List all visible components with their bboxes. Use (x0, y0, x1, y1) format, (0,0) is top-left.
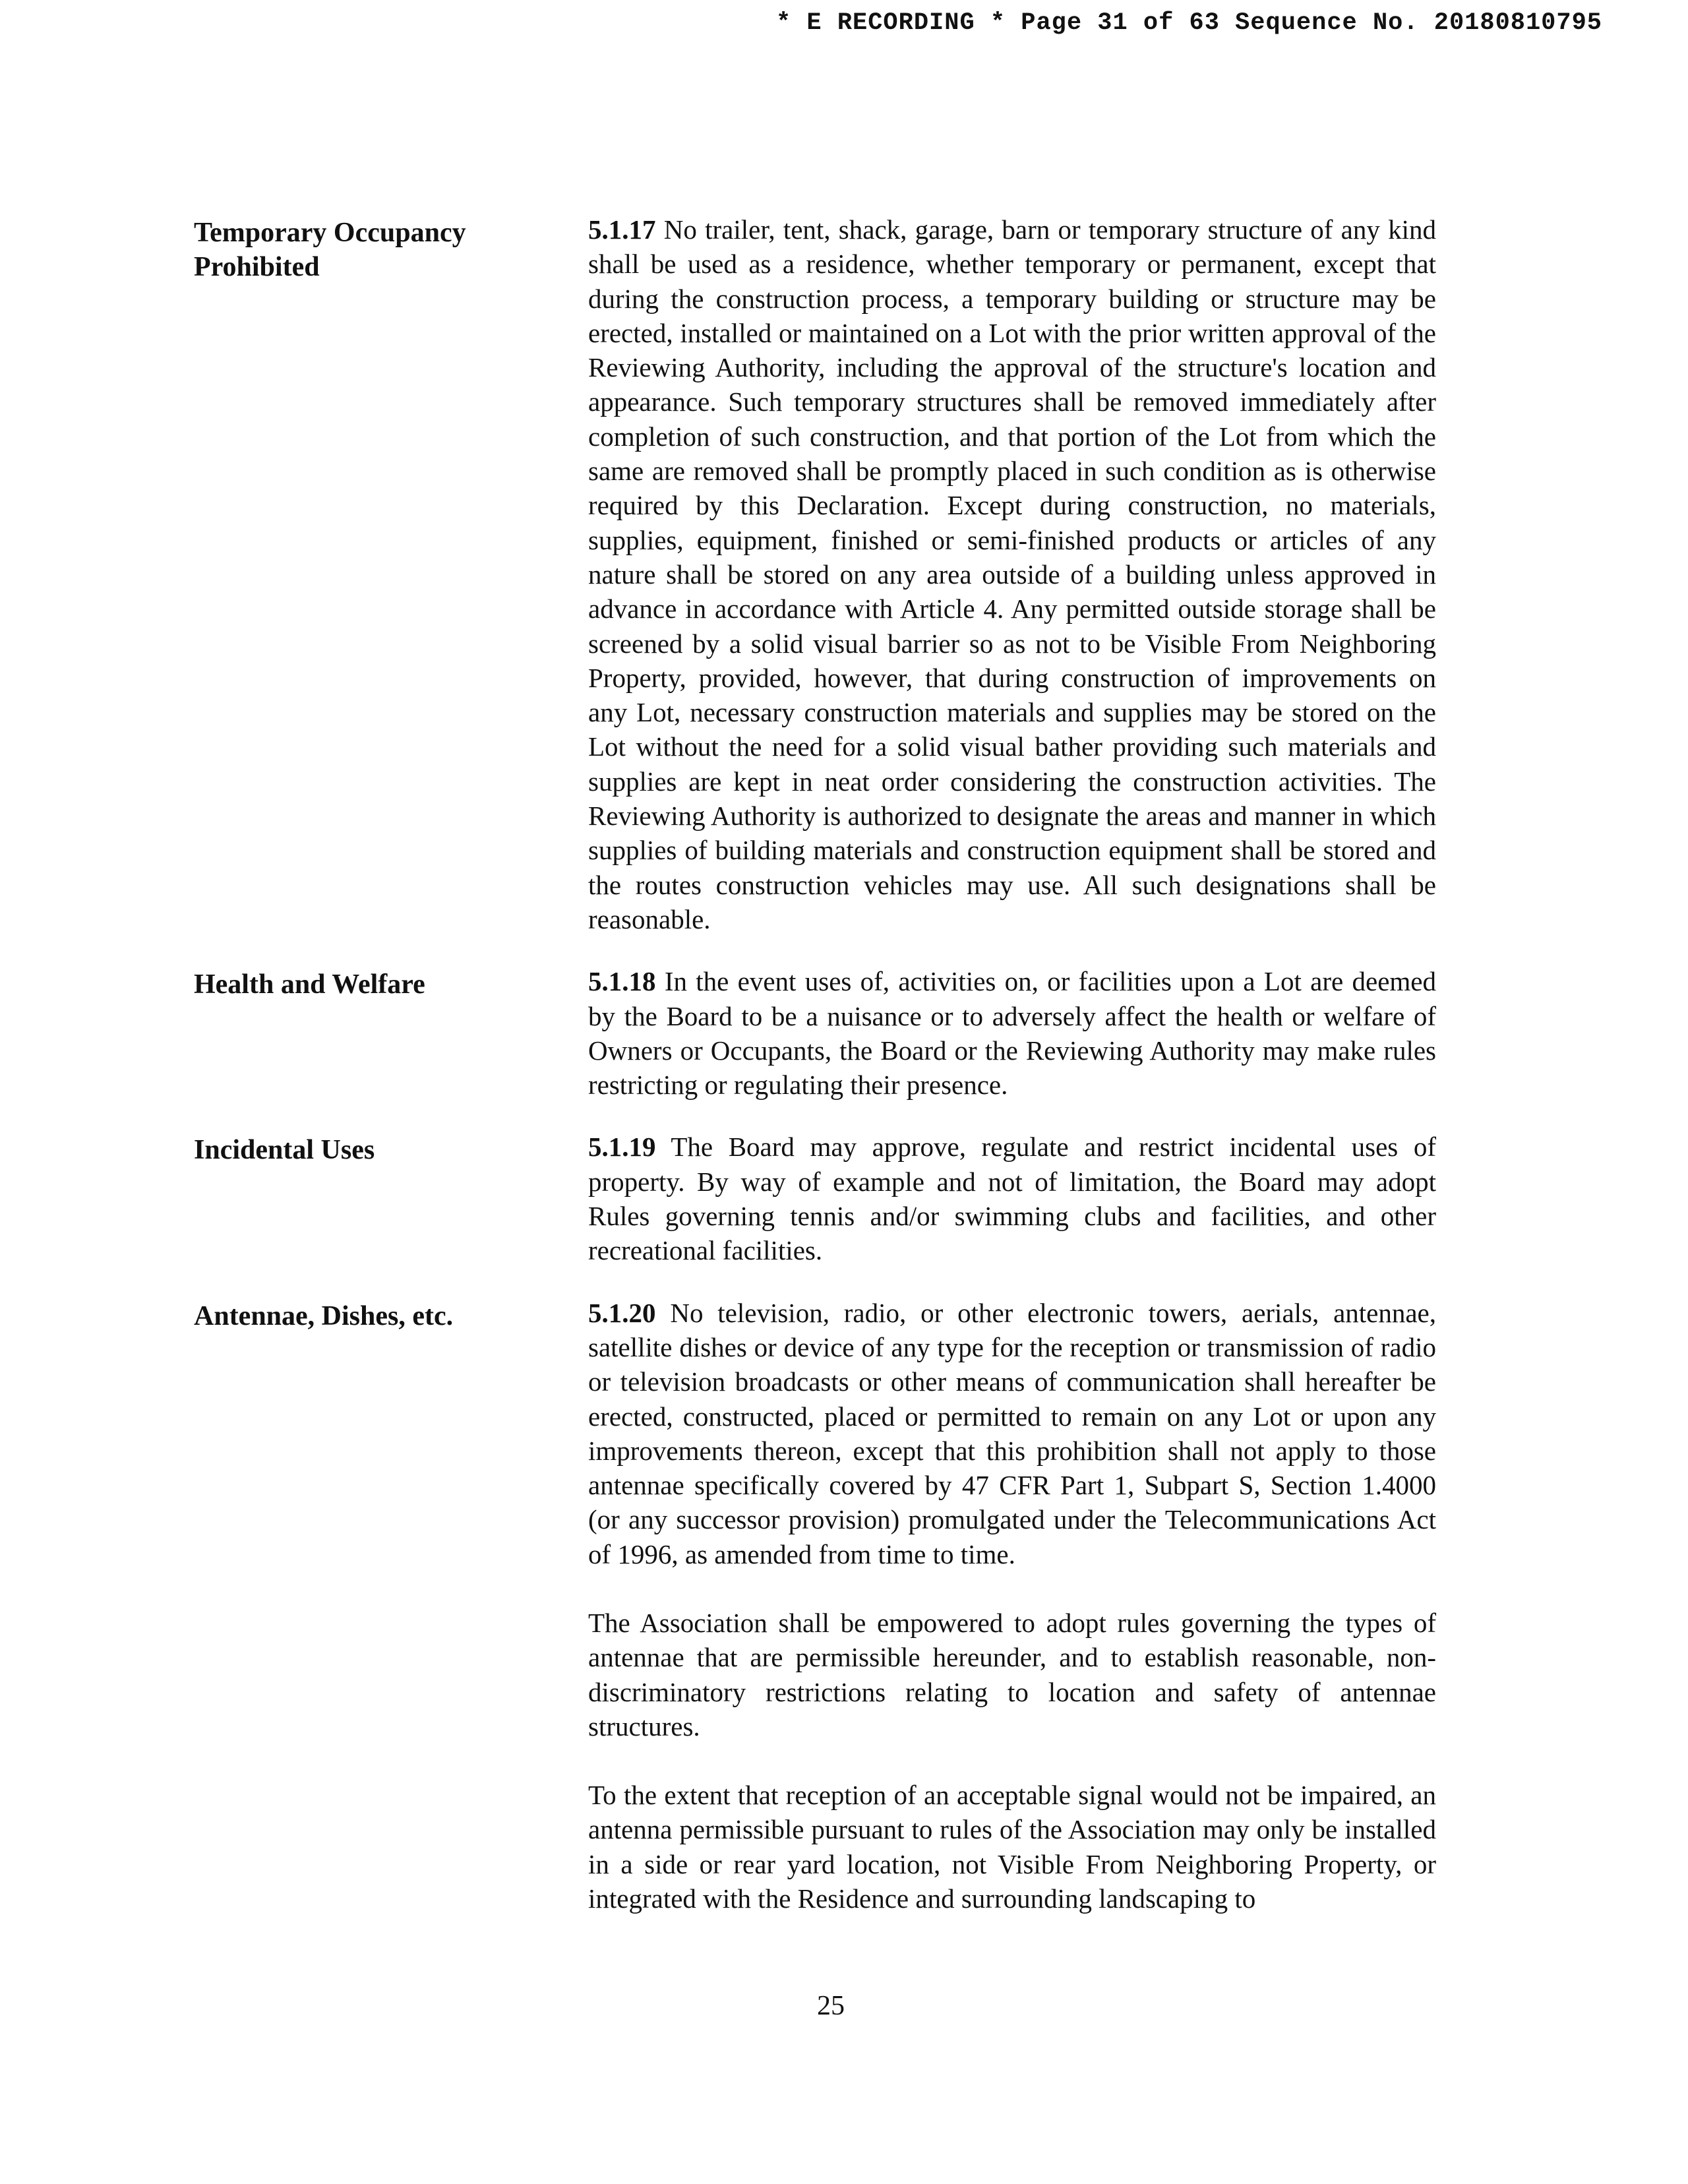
section-heading: Temporary Occupancy Prohibited (194, 218, 466, 282)
document-body (194, 212, 1440, 1943)
section-5-1-20 (194, 1296, 1440, 1916)
paragraph (588, 1130, 1436, 1267)
section-text (588, 1130, 1436, 1267)
paragraph (588, 1296, 1436, 1571)
section-5-1-19 (194, 1130, 1440, 1267)
section-text (588, 964, 1436, 1102)
page-number: 25 (817, 1991, 845, 2021)
section-heading: Health and Welfare (194, 969, 425, 1000)
section-heading: Antennae, Dishes, etc. (194, 1300, 454, 1331)
paragraph-text: No television, radio, or other electronic towers, aerials, antennae, satellite dishes or device of any type for the reception or transmission of radio or television broadcasts or other means of communication shall hereafter be erected, constructed, placed or permitted to remain on any Lot or upon any improvements thereon, except that this prohibition shall not apply to those antennae specifically covered by 47 CFR Part 1, Subpart S, Section 1.4000 (or any successor provision) promulgated under the Telecommunications Act of 1996, as amended from time to time. (588, 1297, 1436, 1569)
section-number: 5.1.18 (588, 966, 656, 997)
section-text (588, 212, 1436, 936)
paragraph (588, 964, 1436, 1102)
section-heading: Incidental Uses (194, 1135, 375, 1166)
section-5-1-17 (194, 212, 1440, 936)
paragraph-text: In the event uses of, activities on, or facilities upon a Lot are deemed by the Board to be a nuisance or to adversely affect the health or welfare of Owners or Occupants, the Board or the Reviewing Authority may make rules restricting or regulating their presence. (588, 966, 1437, 1101)
paragraph: The Association shall be empowered to adopt rules governing the types of antennae that are permissible hereunder, and to establish reasonable, non-discriminatory restrictions relating to location and safety of antennae structures. (588, 1607, 1436, 1742)
section-5-1-18 (194, 964, 1440, 1102)
paragraph-text: No trailer, tent, shack, garage, barn or temporary structure of any kind shall be used as a residence, whether temporary or permanent, except that during the construction process, a temporary building or structure may be erected, installed or maintained on a Lot with the prior written approval of the Reviewing Authority, including the approval of the structure's location and appearance. Such temporary structures shall be removed immediately after completion of such construction, and that portion of the Lot from which the same are removed shall be promptly placed in such condition as is otherwise required by this Declaration. Except during construction, no materials, supplies, equipment, finished or semi-finished products or articles of any nature shall be stored on any area outside of a building unless approved in advance in accordance with Article 4. Any permitted outside storage shall be screened by a solid visual barrier so as not to be Visible From Neighboring Property, provided, however, that during construction of improvements on any Lot, necessary construction materials and supplies may be stored on the Lot without the need for a solid visual bather providing such materials and supplies are kept in neat order considering the construction activities. The Reviewing Authority is authorized to designate the areas and manner in which supplies of building materials and construction equipment shall be stored and the routes construction vehicles may use. All such designations shall be reasonable. (588, 214, 1437, 934)
section-text (588, 1296, 1436, 1916)
paragraph-text: The Board may approve, regulate and restrict incidental uses of property. By way of example and not of limitation, the Board may adopt Rules governing tennis and/or swimming clubs and facilities, and other recreational facilities. (588, 1132, 1436, 1266)
section-number: 5.1.19 (588, 1132, 656, 1163)
paragraph: To the extent that reception of an acceptable signal would not be impaired, an antenna permissible pursuant to rules of the Association may only be installed in a side or rear yard location, not Visible From Neighboring Property, or integrated with the Residence and surrounding landscaping to (588, 1780, 1436, 1914)
section-number: 5.1.20 (588, 1297, 656, 1328)
paragraph (588, 212, 1436, 936)
section-number: 5.1.17 (588, 214, 656, 245)
recording-header: * E RECORDING * Page 31 of 63 Sequence No. 20180810795 (776, 9, 1602, 37)
